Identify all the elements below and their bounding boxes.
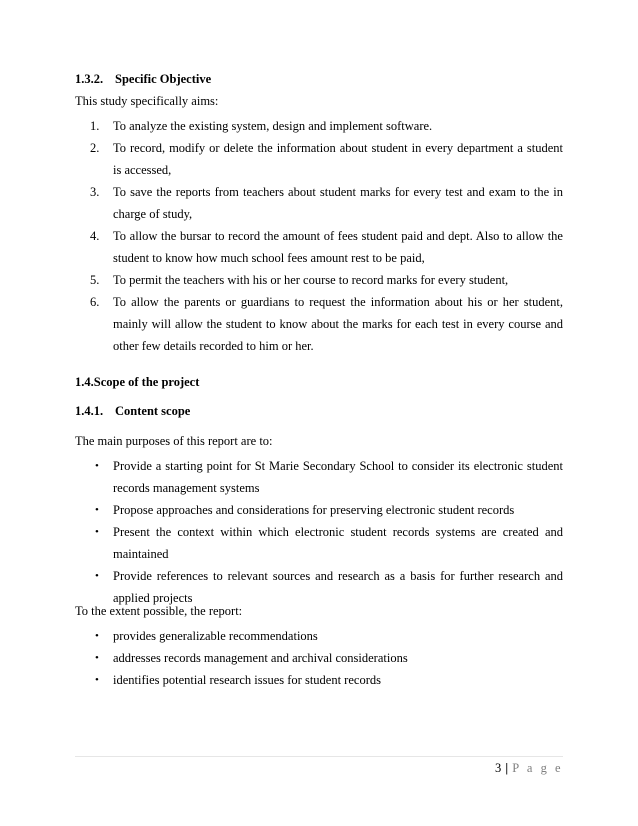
objectives-list: [75, 115, 563, 357]
list-item-text: Propose approaches and considerations for preserving electronic student records: [113, 503, 515, 517]
list-item: [75, 137, 563, 181]
list-item: [75, 625, 563, 647]
list-number: 6.: [90, 295, 100, 309]
page-label: P a g e: [512, 761, 563, 775]
heading-number: 1.3.2.: [75, 72, 104, 86]
list-item: [75, 521, 563, 565]
list-item-text: Provide references to relevant sources and research as a basis for further research and applied projects: [113, 569, 563, 605]
list-item: [75, 291, 563, 357]
list-item: [75, 669, 563, 691]
bullet: •: [95, 460, 99, 472]
bullet: •: [95, 674, 99, 686]
list-item: [75, 499, 563, 521]
heading-content-scope: [75, 404, 190, 419]
extent-intro: To the extent possible, the report:: [75, 604, 243, 618]
bullet: •: [95, 652, 99, 664]
page-footer: [495, 761, 563, 776]
list-item-text: Provide a starting point for St Marie Secondary School to consider its electronic student records management systems: [113, 459, 563, 495]
purposes-list: [75, 455, 563, 609]
list-item: [75, 115, 563, 137]
list-number: 3.: [90, 185, 100, 199]
list-item-text: identifies potential research issues for student records: [113, 673, 381, 687]
list-number: 2.: [90, 141, 100, 155]
heading-scope-of-project: 1.4.Scope of the project: [75, 375, 200, 389]
list-item-text: addresses records management and archival considerations: [113, 651, 408, 665]
footer-separator: |: [505, 761, 509, 775]
bullet: •: [95, 630, 99, 642]
objective-intro: This study specifically aims:: [75, 94, 219, 108]
heading-title: Specific Objective: [115, 72, 212, 86]
bullet: •: [95, 570, 99, 582]
list-item-text: To allow the bursar to record the amount of fees student paid and dept. Also to allow the student to know how much school fees amount rest to be paid,: [113, 229, 563, 265]
list-item: [75, 181, 563, 225]
list-item-text: provides generalizable recommendations: [113, 629, 318, 643]
list-number: 1.: [90, 119, 100, 133]
list-item-text: To allow the parents or guardians to request the information about his or her student, mainly will allow the student to know about the marks for each test in every course and other few details recorded to him or her.: [113, 295, 563, 353]
purposes-intro: The main purposes of this report are to:: [75, 434, 273, 448]
footer-divider: [75, 756, 563, 757]
list-item: [75, 225, 563, 269]
list-item-text: To record, modify or delete the information about student in every department a student is accessed,: [113, 141, 563, 177]
list-item: [75, 565, 563, 609]
heading-number: 1.4.1.: [75, 404, 104, 418]
heading-title: Content scope: [115, 404, 191, 418]
list-number: 5.: [90, 273, 100, 287]
bullet: •: [95, 526, 99, 538]
extent-list: [75, 625, 563, 691]
list-item-text: Present the context within which electronic student records systems are created and maintained: [113, 525, 563, 561]
list-item: [75, 269, 563, 291]
list-item: [75, 455, 563, 499]
list-item-text: To analyze the existing system, design and implement software.: [113, 119, 433, 133]
page-number: 3: [495, 761, 502, 775]
list-number: 4.: [90, 229, 100, 243]
list-item: [75, 647, 563, 669]
list-item-text: To save the reports from teachers about student marks for every test and exam to the in charge of study,: [113, 185, 563, 221]
bullet: •: [95, 504, 99, 516]
heading-specific-objective: [75, 72, 211, 87]
list-item-text: To permit the teachers with his or her course to record marks for every student,: [113, 273, 509, 287]
